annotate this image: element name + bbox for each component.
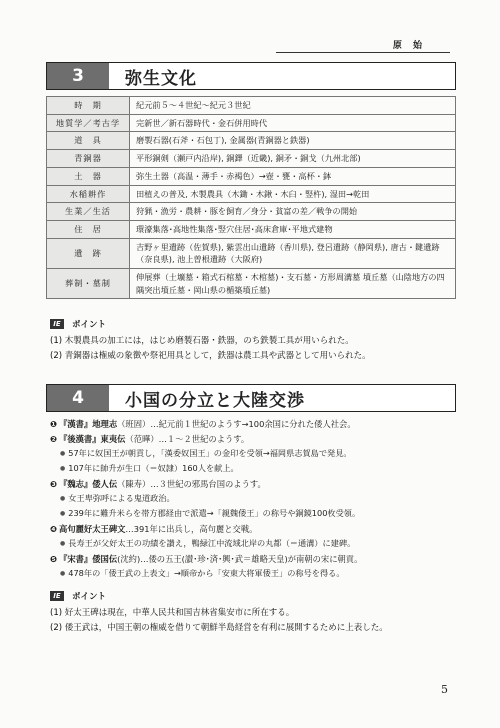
section-4-title: 小国の分立と大陸交渉 <box>125 390 305 411</box>
source-item <box>50 478 266 490</box>
row-key: 水稲耕作 <box>47 185 130 203</box>
item-source: 『宋書』倭国伝 <box>59 554 118 564</box>
item-text: （范曄）…１～２世紀のようす。 <box>125 434 250 444</box>
item-source: 『漢書』地理志 <box>59 419 118 429</box>
section-4-header <box>46 384 456 412</box>
row-key: 遺 跡 <box>47 238 130 268</box>
source-item <box>50 433 249 445</box>
row-value: 弥生土器（高温・薄手・赤褐色）→壺・甕・高杯・鉢 <box>130 167 456 185</box>
item-source: 『魏志』倭人伝 <box>59 479 118 489</box>
header-rule <box>276 52 450 53</box>
row-key: 葬制・墓制 <box>47 269 130 299</box>
detail-bullet: ● 478年の「倭王武の上表文」→順帝から「安東大将軍倭王」の称号を得る。 <box>60 568 345 579</box>
item-number: ❸ <box>50 479 58 489</box>
row-key: 住 居 <box>47 220 130 238</box>
table-row <box>47 220 456 238</box>
row-key: 地質学／考古学 <box>47 114 130 132</box>
section-3-title: 弥生文化 <box>125 68 197 89</box>
section-4-point-2: (2) 倭王武は，中国王朝の権威を借りて朝鮮半島経営を有利に展開するために上表した。 <box>50 623 388 633</box>
row-value: 田植えの普及, 木製農具（木鋤・木鍬・木臼・竪杵), 湿田→乾田 <box>130 185 456 203</box>
item-number: ❶ <box>50 419 58 429</box>
item-text: （陳寿）…３世紀の邪馬台国のようす。 <box>117 479 266 489</box>
point-icon: IE <box>50 591 64 601</box>
source-item <box>50 418 356 430</box>
section-4-point-1: (1) 好太王碑は現在，中華人民共和国吉林省集安市に所在する。 <box>50 608 295 618</box>
table-row <box>47 97 456 115</box>
detail-bullet: ● 107年に帥升が生口（＝奴隷）160人を献上。 <box>60 463 239 474</box>
section-3-point-1: (1) 木製農具の加工には，はじめ磨製石器・鉄器，のち鉄製工具が用いられた。 <box>50 336 354 346</box>
source-item <box>50 523 257 535</box>
row-key: 道 具 <box>47 132 130 150</box>
item-source: 高句麗好太王碑文 <box>59 524 126 534</box>
table-row <box>47 203 456 221</box>
item-text: （班固）…紀元前１世紀のようす→100余国に分れた倭人社会。 <box>117 419 356 429</box>
item-number: ❺ <box>50 554 58 564</box>
detail-bullet: ● 長寿王が父好太王の功績を讃え，鴨緑江中流域北岸の丸都（＝通溝）に建碑。 <box>60 538 355 549</box>
chapter-label: 原 始 <box>392 41 426 51</box>
section-3-point-2: (2) 青銅器は権威の象徴や祭祀用具として，鉄器は農工具や武器として用いられた。 <box>50 351 371 361</box>
table-row <box>47 114 456 132</box>
item-number: ❹ <box>50 524 58 534</box>
point-label: ポイント <box>72 592 107 602</box>
row-value: 狩猟・漁労・農耕・豚を飼育／身分・貧富の差／戦争の開始 <box>130 203 456 221</box>
row-value: 完新世／新石器時代・金石併用時代 <box>130 114 456 132</box>
row-key: 時 期 <box>47 97 130 115</box>
row-value: 吉野ヶ里遺跡（佐賀県), 紫雲出山遺跡（香川県), 登呂遺跡（静岡県), 唐古・鍵遺跡（奈良県), 池上曽根遺跡（大阪府) <box>130 238 456 268</box>
row-key: 土 器 <box>47 167 130 185</box>
section-3-header <box>46 62 456 90</box>
item-text: …391年に出兵し，高句麗と交戦。 <box>125 524 258 534</box>
section-4-number: 4 <box>47 385 109 411</box>
row-value: 磨製石器(石斧・石包丁), 金属器(青銅器と鉄器) <box>130 132 456 150</box>
table-row <box>47 150 456 168</box>
section-3-point-header <box>50 318 106 330</box>
detail-bullet: ● 57年に奴国王が朝貢し，「漢委奴国王」の金印を受領→福岡県志賀島で発見。 <box>60 448 352 459</box>
table-row <box>47 167 456 185</box>
table-row <box>47 269 456 299</box>
table-row <box>47 132 456 150</box>
source-item <box>50 553 362 565</box>
row-key: 生業／生活 <box>47 203 130 221</box>
table-row <box>47 238 456 268</box>
table-row <box>47 185 456 203</box>
detail-bullet: ● 239年に難升米らを帯方郡経由で派遣→「親魏倭王」の称号や銅鏡100枚受領。 <box>60 508 360 519</box>
row-value: 伸展葬（土壙墓・箱式石棺墓・木棺墓)・支石墓・方形周溝墓 墳丘墓（山陰地方の四隅突出墳丘墓・岡山県の楯築墳丘墓) <box>130 269 456 299</box>
row-value: 紀元前５～４世紀～紀元３世紀 <box>130 97 456 115</box>
point-icon: IE <box>50 319 64 329</box>
row-value: 平形銅剣（瀬戸内沿岸), 銅鐸（近畿), 銅矛・銅戈（九州北部) <box>130 150 456 168</box>
section-3-number: 3 <box>47 63 109 89</box>
page-number: 5 <box>441 683 448 696</box>
yayoi-culture-table <box>46 96 456 299</box>
item-text: (沈約)…倭の五王(讃･珍･済･興･武＝雄略天皇)が南朝の宋に朝貢。 <box>117 554 363 564</box>
detail-bullet: ● 女王卑弥呼による鬼道政治。 <box>60 493 175 504</box>
point-label: ポイント <box>72 320 107 330</box>
item-number: ❷ <box>50 434 58 444</box>
section-4-point-header <box>50 590 106 602</box>
row-key: 青銅器 <box>47 150 130 168</box>
item-source: 『後漢書』東夷伝 <box>59 434 126 444</box>
row-value: 環濠集落･高地性集落･竪穴住居･高床倉庫･平地式建物 <box>130 220 456 238</box>
